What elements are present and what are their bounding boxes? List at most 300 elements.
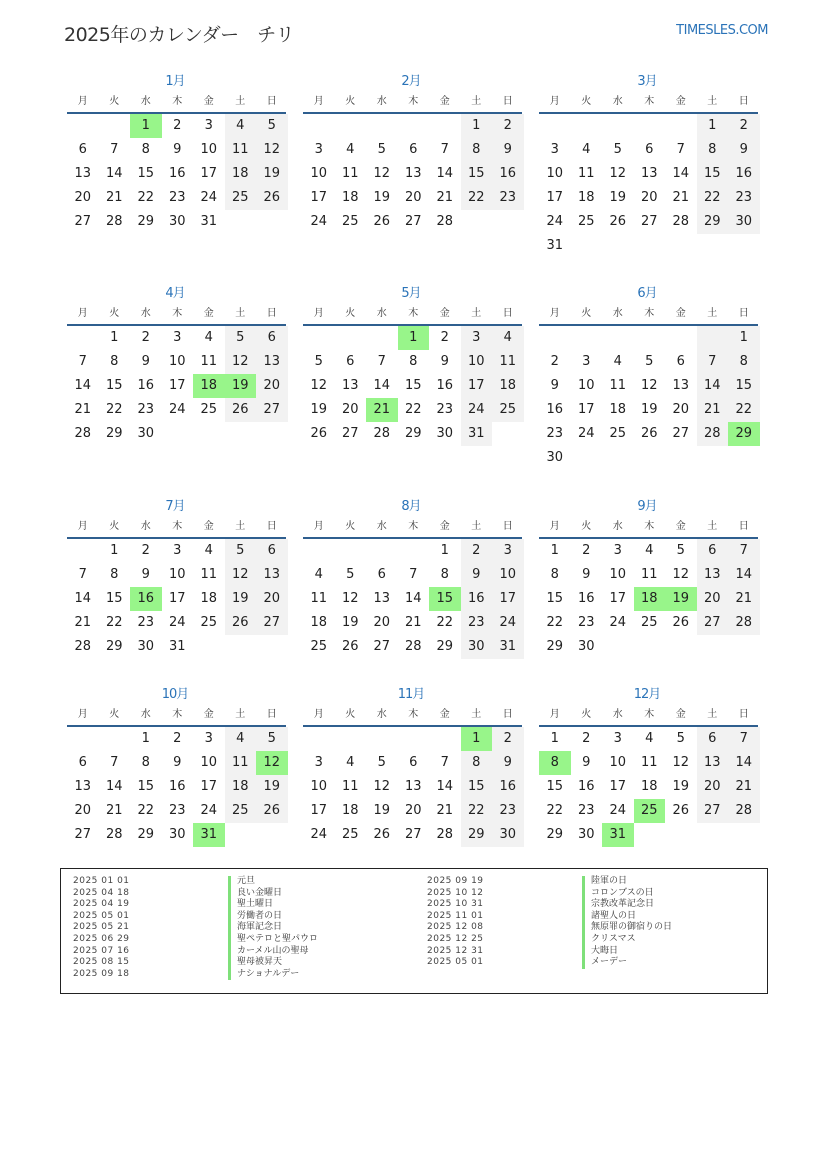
day-cell: 23 (137, 402, 155, 417)
empty-cell (303, 114, 335, 138)
day-cell: 21 (74, 615, 92, 630)
day-grid (67, 326, 286, 446)
weekday-label: 水 (612, 709, 623, 720)
day-cell: 4 (645, 543, 654, 558)
weekday-label: 水 (612, 96, 623, 107)
day-cell: 7 (728, 727, 760, 751)
day-cell: 15 (404, 378, 422, 393)
day-cell: 1 (110, 330, 119, 345)
day-cell: 7 (78, 354, 87, 369)
day-cell: 26 (672, 615, 690, 630)
day-cell: 1 (550, 543, 559, 558)
holiday-day-cell: 18 (193, 374, 225, 398)
day-cell: 20 (341, 402, 359, 417)
weekday-label: 日 (502, 709, 513, 720)
day-cell: 28 (74, 426, 92, 441)
day-cell: 6 (676, 354, 685, 369)
day-cell: 26 (609, 214, 627, 229)
empty-cell (335, 326, 367, 350)
holiday-date: 2025 12 08 (427, 922, 484, 933)
day-cell: 12 (373, 779, 391, 794)
day-cell: 7 (676, 142, 685, 157)
weekday-label: 土 (471, 96, 482, 107)
day-cell: 13 (256, 350, 288, 374)
day-cell: 4 (492, 326, 524, 350)
empty-cell (335, 727, 367, 751)
day-cell: 20 (404, 803, 422, 818)
day-cell: 18 (200, 591, 218, 606)
day-cell: 9 (173, 142, 182, 157)
month-block (64, 284, 286, 446)
day-cell: 24 (577, 426, 595, 441)
day-cell: 6 (409, 755, 418, 770)
day-cell: 15 (546, 779, 564, 794)
weekday-label: 火 (109, 709, 120, 720)
day-cell: 19 (341, 615, 359, 630)
day-cell: 8 (110, 354, 119, 369)
holiday-date: 2025 12 31 (427, 945, 484, 956)
day-cell: 17 (310, 190, 328, 205)
holiday-date: 2025 06 29 (73, 933, 130, 944)
day-cell: 15 (461, 162, 493, 186)
weekday-label: 土 (707, 96, 718, 107)
day-cell: 17 (310, 803, 328, 818)
day-cell: 11 (310, 591, 328, 606)
day-cell: 9 (141, 567, 150, 582)
empty-cell (366, 114, 398, 138)
day-cell: 20 (74, 803, 92, 818)
day-grid (539, 539, 758, 659)
day-cell: 27 (697, 799, 729, 823)
weekday-label: 水 (140, 308, 151, 319)
day-cell: 15 (137, 779, 155, 794)
day-cell: 5 (645, 354, 654, 369)
day-cell: 23 (492, 799, 524, 823)
day-cell: 12 (672, 567, 690, 582)
day-cell: 22 (137, 190, 155, 205)
month-block (536, 284, 758, 470)
day-cell: 9 (582, 755, 591, 770)
weekday-header (67, 304, 286, 326)
day-cell: 26 (225, 611, 257, 635)
day-cell: 27 (341, 426, 359, 441)
day-cell: 11 (341, 166, 359, 181)
day-cell: 23 (168, 190, 186, 205)
holiday-name: カーメル山の聖母 (228, 946, 309, 958)
day-cell: 17 (609, 779, 627, 794)
day-cell: 23 (492, 186, 524, 210)
weekday-label: 月 (77, 521, 88, 532)
day-cell: 30 (728, 210, 760, 234)
weekday-header (67, 92, 286, 114)
holiday-name: メーデー (582, 957, 627, 969)
day-grid (539, 326, 758, 470)
holiday-name: 諸聖人の日 (582, 911, 636, 923)
day-cell: 7 (440, 142, 449, 157)
day-cell: 18 (310, 615, 328, 630)
day-cell: 23 (577, 803, 595, 818)
day-cell: 24 (492, 611, 524, 635)
weekday-label: 水 (376, 521, 387, 532)
day-cell: 4 (204, 543, 213, 558)
weekday-label: 日 (502, 96, 513, 107)
empty-cell (335, 114, 367, 138)
day-cell: 29 (404, 426, 422, 441)
day-cell: 26 (373, 214, 391, 229)
day-cell: 24 (168, 615, 186, 630)
empty-cell (634, 326, 666, 350)
day-cell: 17 (492, 587, 524, 611)
day-cell: 4 (346, 142, 355, 157)
day-cell: 29 (105, 426, 123, 441)
day-cell: 16 (492, 162, 524, 186)
day-cell: 25 (640, 615, 658, 630)
day-cell: 25 (341, 827, 359, 842)
day-cell: 24 (609, 803, 627, 818)
day-cell: 12 (640, 378, 658, 393)
weekday-header (303, 517, 522, 539)
day-cell: 28 (436, 827, 454, 842)
holiday-day-cell: 25 (634, 799, 666, 823)
day-cell: 29 (105, 639, 123, 654)
empty-cell (429, 114, 461, 138)
day-cell: 9 (492, 138, 524, 162)
empty-cell (67, 539, 99, 563)
month-name: 11月 (397, 687, 425, 702)
weekday-label: 土 (707, 521, 718, 532)
day-cell: 6 (346, 354, 355, 369)
day-cell: 9 (440, 354, 449, 369)
day-cell: 11 (640, 567, 658, 582)
day-cell: 26 (640, 426, 658, 441)
day-cell: 10 (461, 350, 493, 374)
empty-cell (429, 727, 461, 751)
day-cell: 3 (314, 755, 323, 770)
day-cell: 19 (672, 779, 690, 794)
day-cell: 25 (310, 639, 328, 654)
day-cell: 21 (436, 190, 454, 205)
holiday-day-cell: 18 (634, 587, 666, 611)
weekday-label: 金 (203, 96, 214, 107)
day-cell: 5 (377, 755, 386, 770)
weekday-label: 土 (471, 308, 482, 319)
month-block (536, 497, 758, 659)
day-cell: 12 (225, 350, 257, 374)
day-cell: 28 (697, 422, 729, 446)
month-name: 4月 (165, 286, 185, 301)
day-cell: 28 (74, 639, 92, 654)
weekday-label: 日 (266, 96, 277, 107)
holiday-name: 良い金曜日 (228, 888, 282, 900)
weekday-label: 水 (612, 521, 623, 532)
day-cell: 17 (461, 374, 493, 398)
day-cell: 25 (492, 398, 524, 422)
day-cell: 30 (436, 426, 454, 441)
weekday-label: 日 (738, 521, 749, 532)
day-cell: 18 (341, 803, 359, 818)
empty-cell (335, 539, 367, 563)
day-cell: 19 (373, 803, 391, 818)
day-cell: 11 (200, 567, 218, 582)
day-cell: 16 (577, 779, 595, 794)
weekday-label: 月 (549, 308, 560, 319)
day-cell: 18 (492, 374, 524, 398)
empty-cell (602, 114, 634, 138)
month-name: 5月 (401, 286, 421, 301)
day-cell: 29 (436, 639, 454, 654)
month-name: 2月 (401, 74, 421, 89)
day-cell: 27 (672, 426, 690, 441)
weekday-header (67, 517, 286, 539)
day-cell: 12 (225, 563, 257, 587)
day-cell: 13 (640, 166, 658, 181)
empty-cell (67, 326, 99, 350)
day-cell: 24 (609, 615, 627, 630)
day-cell: 5 (676, 543, 685, 558)
day-cell: 20 (640, 190, 658, 205)
weekday-label: 木 (644, 709, 655, 720)
day-cell: 15 (728, 374, 760, 398)
holiday-day-cell: 1 (398, 326, 430, 350)
day-cell: 5 (346, 567, 355, 582)
month-name: 1月 (165, 74, 185, 89)
day-grid (303, 326, 522, 446)
day-cell: 7 (110, 142, 119, 157)
month-name: 10月 (161, 687, 189, 702)
day-cell: 20 (404, 190, 422, 205)
day-cell: 24 (200, 803, 218, 818)
day-cell: 6 (697, 539, 729, 563)
holiday-name: ナショナルデー (228, 969, 299, 981)
day-cell: 5 (314, 354, 323, 369)
day-cell: 11 (225, 138, 257, 162)
weekday-label: 火 (581, 709, 592, 720)
holiday-name: 無原罪の御宿りの日 (582, 922, 672, 934)
weekday-label: 水 (376, 709, 387, 720)
day-cell: 25 (341, 214, 359, 229)
holiday-date: 2025 04 19 (73, 899, 130, 910)
weekday-label: 月 (549, 709, 560, 720)
day-cell: 18 (609, 402, 627, 417)
day-cell: 19 (373, 190, 391, 205)
day-cell: 3 (492, 539, 524, 563)
month-block (64, 685, 286, 847)
day-cell: 16 (461, 587, 493, 611)
day-cell: 29 (546, 827, 564, 842)
day-cell: 28 (436, 214, 454, 229)
empty-cell (634, 114, 666, 138)
day-cell: 15 (105, 591, 123, 606)
day-cell: 14 (697, 374, 729, 398)
day-cell: 9 (728, 138, 760, 162)
empty-cell (571, 114, 603, 138)
day-cell: 5 (256, 114, 288, 138)
day-cell: 8 (440, 567, 449, 582)
weekday-header (539, 517, 758, 539)
weekday-label: 土 (471, 521, 482, 532)
weekday-label: 水 (140, 709, 151, 720)
weekday-label: 日 (266, 308, 277, 319)
weekday-label: 金 (675, 308, 686, 319)
empty-cell (99, 114, 131, 138)
weekday-label: 月 (77, 308, 88, 319)
day-cell: 16 (728, 162, 760, 186)
day-cell: 25 (609, 426, 627, 441)
day-cell: 7 (377, 354, 386, 369)
day-grid (67, 727, 286, 847)
empty-cell (67, 727, 99, 751)
weekday-label: 木 (408, 709, 419, 720)
day-cell: 28 (728, 611, 760, 635)
empty-cell (366, 727, 398, 751)
day-grid (539, 727, 758, 847)
weekday-header (67, 705, 286, 727)
day-cell: 24 (200, 190, 218, 205)
weekday-label: 日 (266, 521, 277, 532)
day-cell: 22 (461, 186, 493, 210)
weekday-label: 土 (707, 308, 718, 319)
weekday-label: 火 (109, 96, 120, 107)
day-cell: 29 (137, 214, 155, 229)
day-cell: 27 (404, 827, 422, 842)
day-cell: 22 (105, 615, 123, 630)
day-cell: 23 (436, 402, 454, 417)
weekday-header (539, 304, 758, 326)
day-cell: 8 (141, 755, 150, 770)
day-cell: 27 (697, 611, 729, 635)
holiday-day-cell: 31 (602, 823, 634, 847)
weekday-label: 木 (644, 96, 655, 107)
day-cell: 18 (577, 190, 595, 205)
day-cell: 13 (373, 591, 391, 606)
day-cell: 27 (404, 214, 422, 229)
day-grid (67, 539, 286, 659)
day-grid (303, 539, 522, 659)
weekday-label: 木 (644, 521, 655, 532)
weekday-label: 金 (439, 96, 450, 107)
day-cell: 3 (204, 731, 213, 746)
day-cell: 4 (225, 114, 257, 138)
day-cell: 28 (105, 827, 123, 842)
day-cell: 5 (676, 731, 685, 746)
day-cell: 6 (78, 755, 87, 770)
day-cell: 2 (440, 330, 449, 345)
day-cell: 2 (141, 330, 150, 345)
day-cell: 13 (697, 751, 729, 775)
day-cell: 5 (377, 142, 386, 157)
brand-logo-text[interactable]: TIMESLES.COM (676, 23, 768, 38)
day-cell: 10 (310, 166, 328, 181)
day-cell: 7 (440, 755, 449, 770)
day-cell: 30 (137, 639, 155, 654)
day-cell: 22 (404, 402, 422, 417)
day-cell: 22 (546, 803, 564, 818)
weekday-label: 火 (581, 96, 592, 107)
day-cell: 21 (404, 615, 422, 630)
empty-cell (303, 326, 335, 350)
day-cell: 20 (373, 615, 391, 630)
day-cell: 26 (341, 639, 359, 654)
day-cell: 14 (436, 779, 454, 794)
weekday-label: 日 (502, 308, 513, 319)
holiday-day-cell: 29 (728, 422, 760, 446)
day-cell: 13 (74, 166, 92, 181)
weekday-label: 金 (439, 308, 450, 319)
month-name: 7月 (165, 499, 185, 514)
empty-cell (539, 326, 571, 350)
holiday-name: 聖母被昇天 (228, 957, 282, 969)
day-cell: 7 (110, 755, 119, 770)
day-cell: 31 (492, 635, 524, 659)
day-cell: 1 (461, 114, 493, 138)
day-cell: 24 (310, 214, 328, 229)
day-cell: 23 (137, 615, 155, 630)
day-cell: 10 (609, 567, 627, 582)
day-cell: 18 (640, 779, 658, 794)
day-cell: 10 (168, 354, 186, 369)
day-cell: 26 (256, 799, 288, 823)
weekday-header (303, 304, 522, 326)
day-cell: 28 (404, 639, 422, 654)
day-cell: 4 (645, 731, 654, 746)
day-cell: 20 (672, 402, 690, 417)
day-cell: 21 (105, 803, 123, 818)
day-cell: 31 (461, 422, 493, 446)
day-cell: 30 (577, 639, 595, 654)
day-cell: 22 (697, 186, 729, 210)
empty-cell (665, 114, 697, 138)
day-cell: 22 (461, 799, 493, 823)
holiday-date: 2025 10 12 (427, 887, 484, 898)
day-cell: 4 (225, 727, 257, 751)
day-cell: 4 (314, 567, 323, 582)
day-cell: 15 (105, 378, 123, 393)
empty-cell (398, 114, 430, 138)
page-title: 2025年のカレンダー チリ (64, 24, 295, 46)
day-grid (303, 114, 522, 234)
day-cell: 22 (436, 615, 454, 630)
day-cell: 30 (577, 827, 595, 842)
day-cell: 2 (492, 114, 524, 138)
day-cell: 18 (225, 162, 257, 186)
day-cell: 15 (546, 591, 564, 606)
day-cell: 28 (105, 214, 123, 229)
weekday-label: 金 (675, 96, 686, 107)
day-cell: 16 (168, 779, 186, 794)
weekday-label: 火 (345, 521, 356, 532)
weekday-label: 水 (376, 308, 387, 319)
day-cell: 8 (409, 354, 418, 369)
day-cell: 12 (256, 138, 288, 162)
day-cell: 14 (728, 751, 760, 775)
day-cell: 14 (728, 563, 760, 587)
weekday-label: 水 (612, 308, 623, 319)
day-cell: 2 (173, 118, 182, 133)
month-block (64, 497, 286, 659)
day-cell: 30 (168, 214, 186, 229)
day-cell: 25 (200, 402, 218, 417)
weekday-label: 水 (140, 96, 151, 107)
day-cell: 13 (404, 779, 422, 794)
day-cell: 14 (105, 779, 123, 794)
day-cell: 10 (200, 142, 218, 157)
weekday-label: 土 (235, 521, 246, 532)
day-cell: 25 (200, 615, 218, 630)
weekday-label: 土 (471, 709, 482, 720)
day-cell: 7 (409, 567, 418, 582)
holiday-name: 聖ペテロと聖パウロ (228, 934, 318, 946)
day-cell: 15 (461, 775, 493, 799)
